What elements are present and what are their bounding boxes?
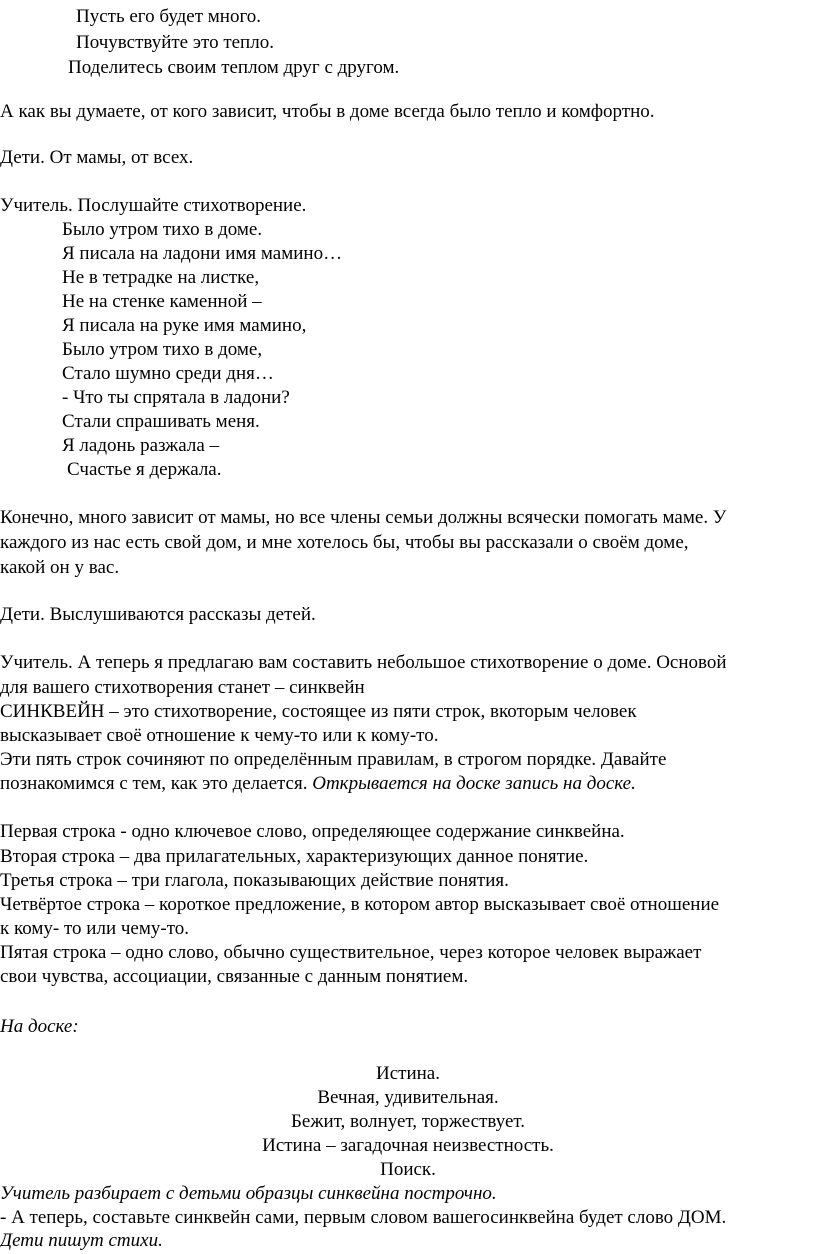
intro-line-2: Почувствуйте это тепло. <box>76 32 274 53</box>
rule-line: Четвёртое строка – короткое предложение, в котором автор высказывает своё отношение <box>0 894 720 915</box>
children-stories: Дети. Выслушиваются рассказы детей. <box>0 604 316 625</box>
poem-line: Я писала на руке имя мамино, <box>62 315 307 336</box>
rule-line: Пятая строка – одно слово, обычно существительное, через которое человек выражает <box>0 942 702 963</box>
example-line: Вечная, удивительная. <box>317 1087 499 1108</box>
teacher-poem-intro: Учитель. Послушайте стихотворение. <box>0 195 307 216</box>
syncwine-line-last <box>0 772 636 796</box>
rule-line: Третья строка – три глагола, показывающих действие понятия. <box>0 870 509 891</box>
syncwine-line: СИНКВЕЙН – это стихотворение, состоящее из пяти строк, вкоторым человек <box>0 701 637 722</box>
syncwine-line: для вашего стихотворения станет – синквейн <box>0 677 365 698</box>
rule-line: Первая строка - одно ключевое слово, определяющее содержание синквейна. <box>0 821 625 842</box>
children-answer: Дети. От мамы, от всех. <box>0 147 194 168</box>
intro-line-1: Пусть его будет много. <box>76 6 262 27</box>
poem-line: Я ладонь разжала – <box>62 435 220 456</box>
rule-line: свои чувства, ассоциации, связанные с данным понятием. <box>0 966 469 987</box>
poem-line: Я писала на ладони имя мамино… <box>62 243 343 264</box>
paragraph-line: Конечно, много зависит от мамы, но все члены семьи должны всячески помогать маме. У <box>0 507 727 528</box>
poem-line: - Что ты спрятала в ладони? <box>62 387 290 408</box>
children-write: Дети пишут стихи. <box>0 1230 163 1251</box>
example-line: Бежит, волнует, торжествует. <box>290 1111 525 1132</box>
syncwine-last-text: познакомимся с тем, как это делается. <box>0 773 308 794</box>
question-text: А как вы думаете, от кого зависит, чтобы в доме всегда было тепло и комфортно. <box>0 101 655 122</box>
syncwine-line: Эти пять строк сочиняют по определённым правилам, в строгом порядке. Давайте <box>0 749 667 770</box>
rule-line: к кому- то или чему-то. <box>0 918 189 939</box>
poem-line: Счастье я держала. <box>67 459 222 480</box>
rule-line: Вторая строка – два прилагательных, характеризующих данное понятие. <box>0 846 589 867</box>
poem-line: Стали спрашивать меня. <box>62 411 260 432</box>
poem-line: Не в тетрадке на листке, <box>62 267 260 288</box>
poem-line: Было утром тихо в доме, <box>62 339 263 360</box>
example-line: Истина – загадочная неизвестность. <box>262 1135 554 1156</box>
poem-line: Стало шумно среди дня… <box>62 363 274 384</box>
task-text: - А теперь, составьте синквейн сами, первым словом вашегосинквейна будет слово ДОМ. <box>0 1207 727 1228</box>
poem-line: Не на стенке каменной – <box>62 291 262 312</box>
paragraph-line: каждого из нас есть свой дом, и мне хотелось бы, чтобы вы рассказали о своём доме, <box>0 532 689 553</box>
example-line: Истина. <box>376 1063 440 1084</box>
intro-line-3: Поделитесь своим теплом друг с другом. <box>68 57 400 78</box>
syncwine-line: Учитель. А теперь я предлагаю вам составить небольшое стихотворение о доме. Основой <box>0 652 727 673</box>
paragraph-line: какой он у вас. <box>0 557 120 578</box>
example-line: Поиск. <box>380 1159 436 1180</box>
syncwine-line: высказывает своё отношение к чему-то или к кому-то. <box>0 725 439 746</box>
poem-line: Было утром тихо в доме. <box>62 219 263 240</box>
teacher-analysis: Учитель разбирает с детьми образцы синквейна построчно. <box>0 1183 497 1204</box>
board-label: На доске: <box>0 1016 79 1037</box>
board-instruction: Открывается на доске запись на доске. <box>312 773 636 794</box>
